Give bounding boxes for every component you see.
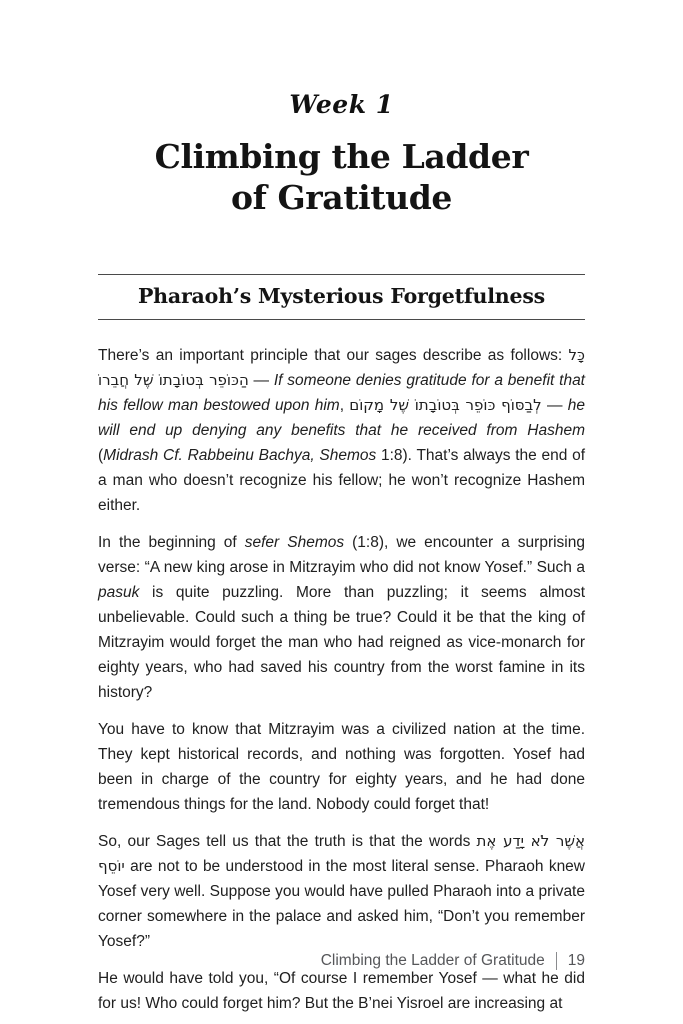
footer-divider: [556, 952, 557, 970]
body-paragraph: So, our Sages tell us that the truth is that the words אֲשֶׁר לֹא יָדַע אֶת יוֹסֵף are not to be understood in the most literal sense. Pharaoh knew Yosef very well. Suppose you would have pulled Pharaoh into a private corner somewhere in the palace and asked him, “Don’t you remember Yosef?”: [98, 832, 585, 950]
chapter-title-line1: Climbing the Ladder: [154, 137, 529, 176]
italic-text-run: If someone denies gratitude for a benefit that his fellow man bestowed upon him: [98, 372, 585, 414]
week-label: Week 1: [289, 90, 394, 119]
section-rule-bottom: [98, 319, 585, 320]
body-paragraph: There’s an important principle that our sages describe as follows: כָּל הַכּוֹפֵר בְּטוֹבָתוֹ שֶׁל חֲבֵרוֹ — If someone denies gratitude for a benefit that his fellow man bestowed upon him, לְבַסּוֹף כּוֹפֵר בְּטוֹבָתוֹ שֶׁל מָקוֹם — he will end up denying any benefits that he received from Hashem (Midrash Cf. Rabbeinu Bachya, Shemos 1:8). That’s always the end of a man who doesn’t recognize his fellow; he won’t recognize Hashem either.: [98, 346, 585, 514]
hebrew-text-run: אֲשֶׁר לֹא יָדַע אֶת יוֹסֵף: [98, 832, 585, 875]
section-heading-block: [98, 274, 585, 320]
italic-text-run: he will end up denying any benefits that he received from Hashem: [98, 397, 585, 439]
italic-text-run: pasuk: [98, 584, 140, 601]
section-title: Pharaoh’s Mysterious Forgetfulness: [137, 284, 546, 308]
hebrew-text-run: לְבַסּוֹף כּוֹפֵר בְּטוֹבָתוֹ שֶׁל מָקוֹם: [349, 396, 542, 414]
chapter-title-line2: of Gratitude: [231, 178, 452, 217]
italic-text-run: Midrash Cf. Rabbeinu Bachya, Shemos: [103, 447, 377, 464]
page-number: 19: [567, 952, 585, 969]
italic-text-run: sefer Shemos: [244, 534, 345, 551]
chapter-title: [98, 136, 585, 218]
running-head: Climbing the Ladder of Gratitude: [320, 952, 545, 969]
body-paragraph: You have to know that Mitzrayim was a civilized nation at the time. They kept historical records, and nothing was forgotten. Yosef had been in charge of the country for eighty years, and he had done tremendous things for the land. Nobody could forget that!: [98, 721, 585, 813]
body-paragraph: He would have told you, “Of course I remember Yosef — what he did for us! Who could forget him? But the B’nei Yisroel are increasing at: [98, 970, 585, 1012]
body-paragraph: In the beginning of sefer Shemos (1:8), we encounter a surprising verse: “A new king arose in Mitzrayim who did not know Yosef.” Such a pasuk is quite puzzling. More than puzzling; it seems almost unbelievable. Could such a thing be true? Could it be that the king of Mitzrayim would forget the man who had reigned as vice-monarch for eighty years, who had saved his country from the worst famine in its history?: [98, 534, 585, 701]
page-footer: [321, 950, 585, 972]
body-text: [98, 343, 585, 1016]
hebrew-text-run: כָּל הַכּוֹפֵר בְּטוֹבָתוֹ שֶׁל חֲבֵרוֹ: [98, 346, 585, 389]
